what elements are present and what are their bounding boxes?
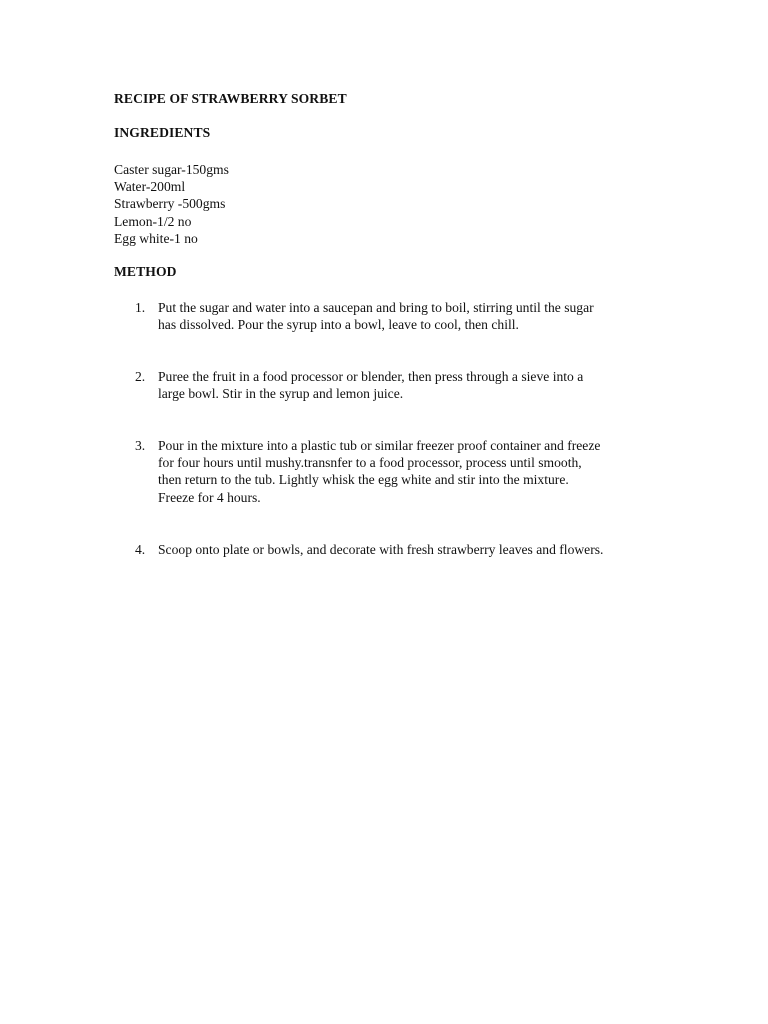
recipe-title: RECIPE OF STRAWBERRY SORBET	[114, 91, 347, 106]
step-text	[158, 368, 678, 402]
ingredients-heading: INGREDIENTS	[114, 125, 211, 140]
step-text	[158, 437, 678, 506]
step-number: 2.	[135, 369, 146, 384]
step-line: Freeze for 4 hours.	[158, 489, 261, 505]
step-line: Scoop onto plate or bowls, and decorate with fresh strawberry leaves and flowers.	[158, 542, 604, 557]
step-line: then return to the tub. Lightly whisk the egg white and stir into the mixture.	[158, 472, 569, 488]
step-line: has dissolved. Pour the syrup into a bowl, leave to cool, then chill.	[158, 317, 519, 333]
step-line: for four hours until mushy.transnfer to a food processor, process until smooth,	[158, 455, 582, 471]
ingredient-item: Water-200ml	[114, 179, 186, 195]
ingredient-item: Strawberry -500gms	[114, 196, 226, 212]
step-line: Put the sugar and water into a saucepan and bring to boil, stirring until the sugar	[158, 300, 594, 315]
step-line: Puree the fruit in a food processor or blender, then press through a sieve into a	[158, 369, 584, 384]
ingredient-item: Caster sugar-150gms	[114, 162, 229, 177]
step-text	[158, 541, 678, 558]
step-line: large bowl. Stir in the syrup and lemon juice.	[158, 386, 404, 402]
step-number: 3.	[135, 438, 146, 453]
ingredient-item: Lemon-1/2 no	[114, 213, 192, 229]
step-number: 4.	[135, 542, 146, 557]
step-text	[158, 299, 678, 333]
ingredients-list	[114, 161, 229, 247]
step-line: Pour in the mixture into a plastic tub or similar freezer proof container and freeze	[158, 438, 601, 453]
ingredient-item: Egg white-1 no	[114, 230, 198, 246]
step-number: 1.	[135, 300, 146, 315]
method-heading: METHOD	[114, 264, 177, 279]
